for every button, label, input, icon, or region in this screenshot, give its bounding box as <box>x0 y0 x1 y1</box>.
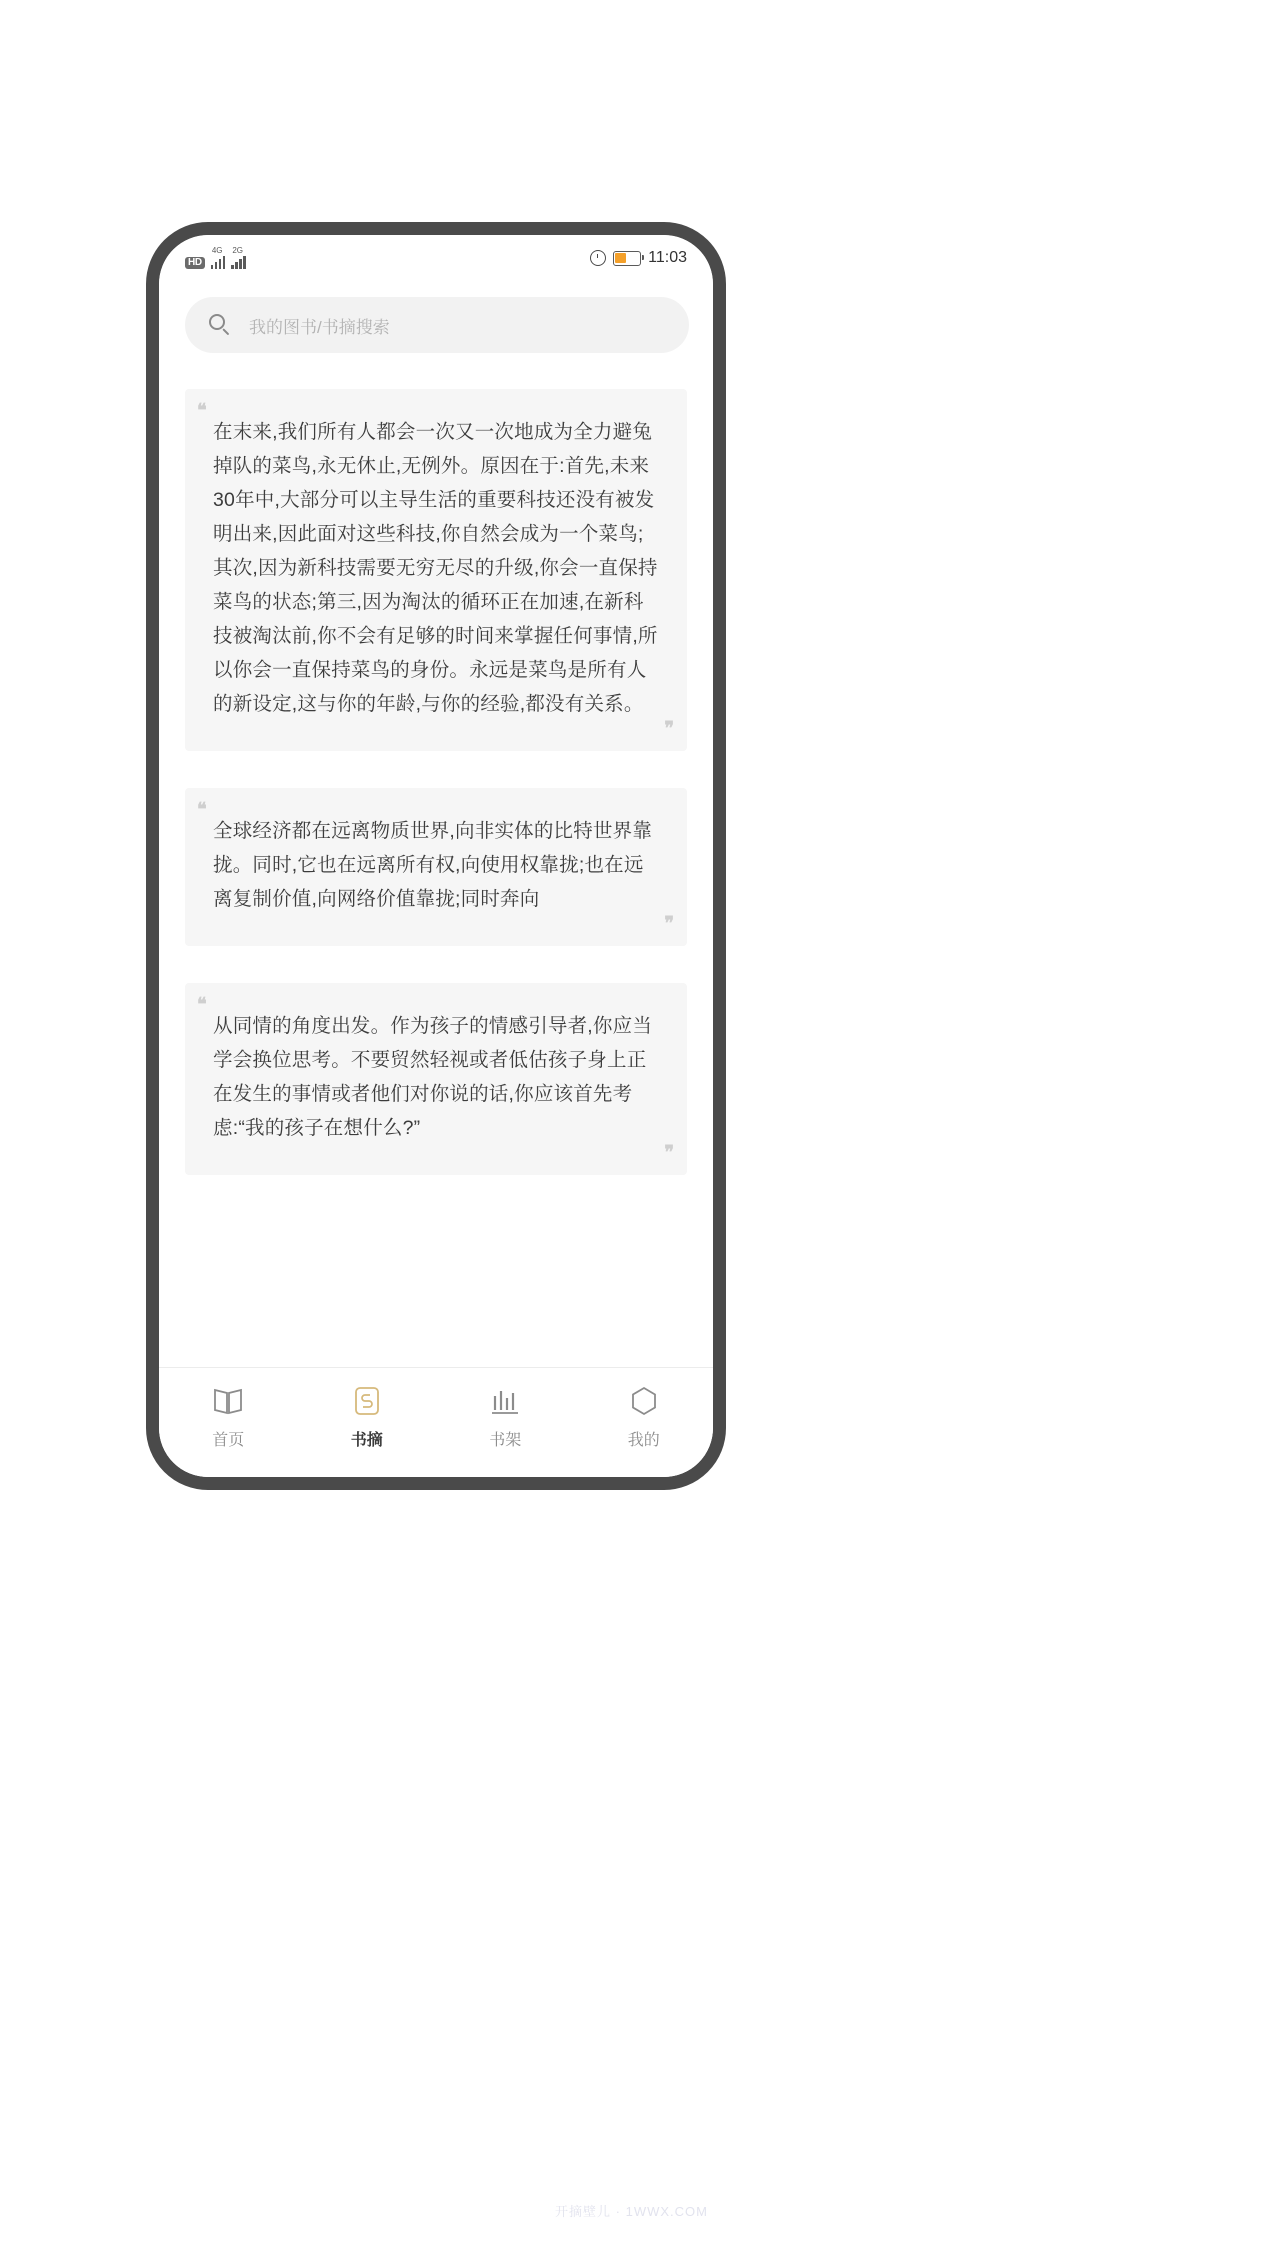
excerpt-text: 从同情的角度出发。作为孩子的情感引导者,你应当学会换位思考。不要贸然轻视或者低估孩子身上正在发生的事情或者他们对你说的话,你应该首先考虑:“我的孩子在想什么?” <box>213 1015 653 1139</box>
status-bar-right <box>590 249 687 267</box>
search-bar[interactable] <box>185 297 689 353</box>
list-item[interactable] <box>185 389 687 751</box>
search-box[interactable] <box>185 297 689 353</box>
quote-close-icon: ❞ <box>664 1142 675 1162</box>
phone-frame <box>146 222 726 1490</box>
excerpt-text: 全球经济都在远离物质世界,向非实体的比特世界靠拢。同时,它也在远离所有权,向使用权靠拢;也在远离复制价值,向网络价值靠拢;同时奔向 <box>213 820 653 910</box>
battery-icon <box>613 251 641 266</box>
book-open-icon <box>211 1384 245 1418</box>
quote-close-icon: ❞ <box>664 718 675 738</box>
watermark: 开摘壁儿 · 1WWX.COM <box>555 2204 708 2219</box>
bookshelf-icon <box>488 1384 522 1418</box>
nav-item-home[interactable] <box>159 1384 298 1450</box>
excerpt-list[interactable] <box>159 365 713 1380</box>
sim2-signal-icon <box>231 246 246 269</box>
phone-screen <box>159 235 713 1477</box>
hd-icon: HD <box>185 257 205 269</box>
nav-item-excerpt[interactable] <box>298 1384 437 1450</box>
sim1-network-label: 4G <box>211 246 223 255</box>
search-input[interactable]: 我的图书/书摘搜索 <box>249 317 390 337</box>
quote-open-icon: ❝ <box>197 994 208 1014</box>
excerpt-icon <box>350 1384 384 1418</box>
sim2-network-label: 2G <box>232 246 244 255</box>
nav-label-bookshelf: 书架 <box>489 1432 522 1449</box>
excerpt-text: 在末来,我们所有人都会一次又一次地成为全力避兔掉队的菜鸟,永无休止,无例外。原因在于:首先,未来30年中,大部分可以主导生活的重要科技还没有被发明出来,因此面对这些科技,你自然会成为一个菜鸟;其次,因为新科技需要无穷无尽的升级,你会一直保持菜鸟的状态;第三,因为淘汰的循环正在加速,在新科技被淘汰前,你不会有足够的时间来掌握任何事情,所以你会一直保持菜鸟的身份。永远是菜鸟是所有人的新设定,这与你的年龄,与你的经验,都没有关系。 <box>213 421 658 715</box>
profile-hexagon-icon <box>627 1384 661 1418</box>
status-bar <box>159 235 713 281</box>
list-item[interactable] <box>185 983 687 1175</box>
nav-item-bookshelf[interactable] <box>436 1384 575 1450</box>
nav-label-excerpt: 书摘 <box>350 1432 383 1449</box>
quote-open-icon: ❝ <box>197 799 208 819</box>
nav-label-profile: 我的 <box>627 1432 660 1449</box>
search-icon <box>209 314 231 336</box>
quote-open-icon: ❝ <box>197 400 208 420</box>
list-item[interactable] <box>185 788 687 946</box>
sim1-signal-icon <box>211 246 226 269</box>
alarm-icon <box>590 250 606 266</box>
bottom-navigation <box>159 1367 713 1477</box>
nav-item-profile[interactable] <box>575 1384 714 1450</box>
nav-label-home: 首页 <box>212 1432 245 1449</box>
status-clock: 11:03 <box>648 249 687 266</box>
status-bar-left <box>185 247 246 269</box>
quote-close-icon: ❞ <box>664 913 675 933</box>
